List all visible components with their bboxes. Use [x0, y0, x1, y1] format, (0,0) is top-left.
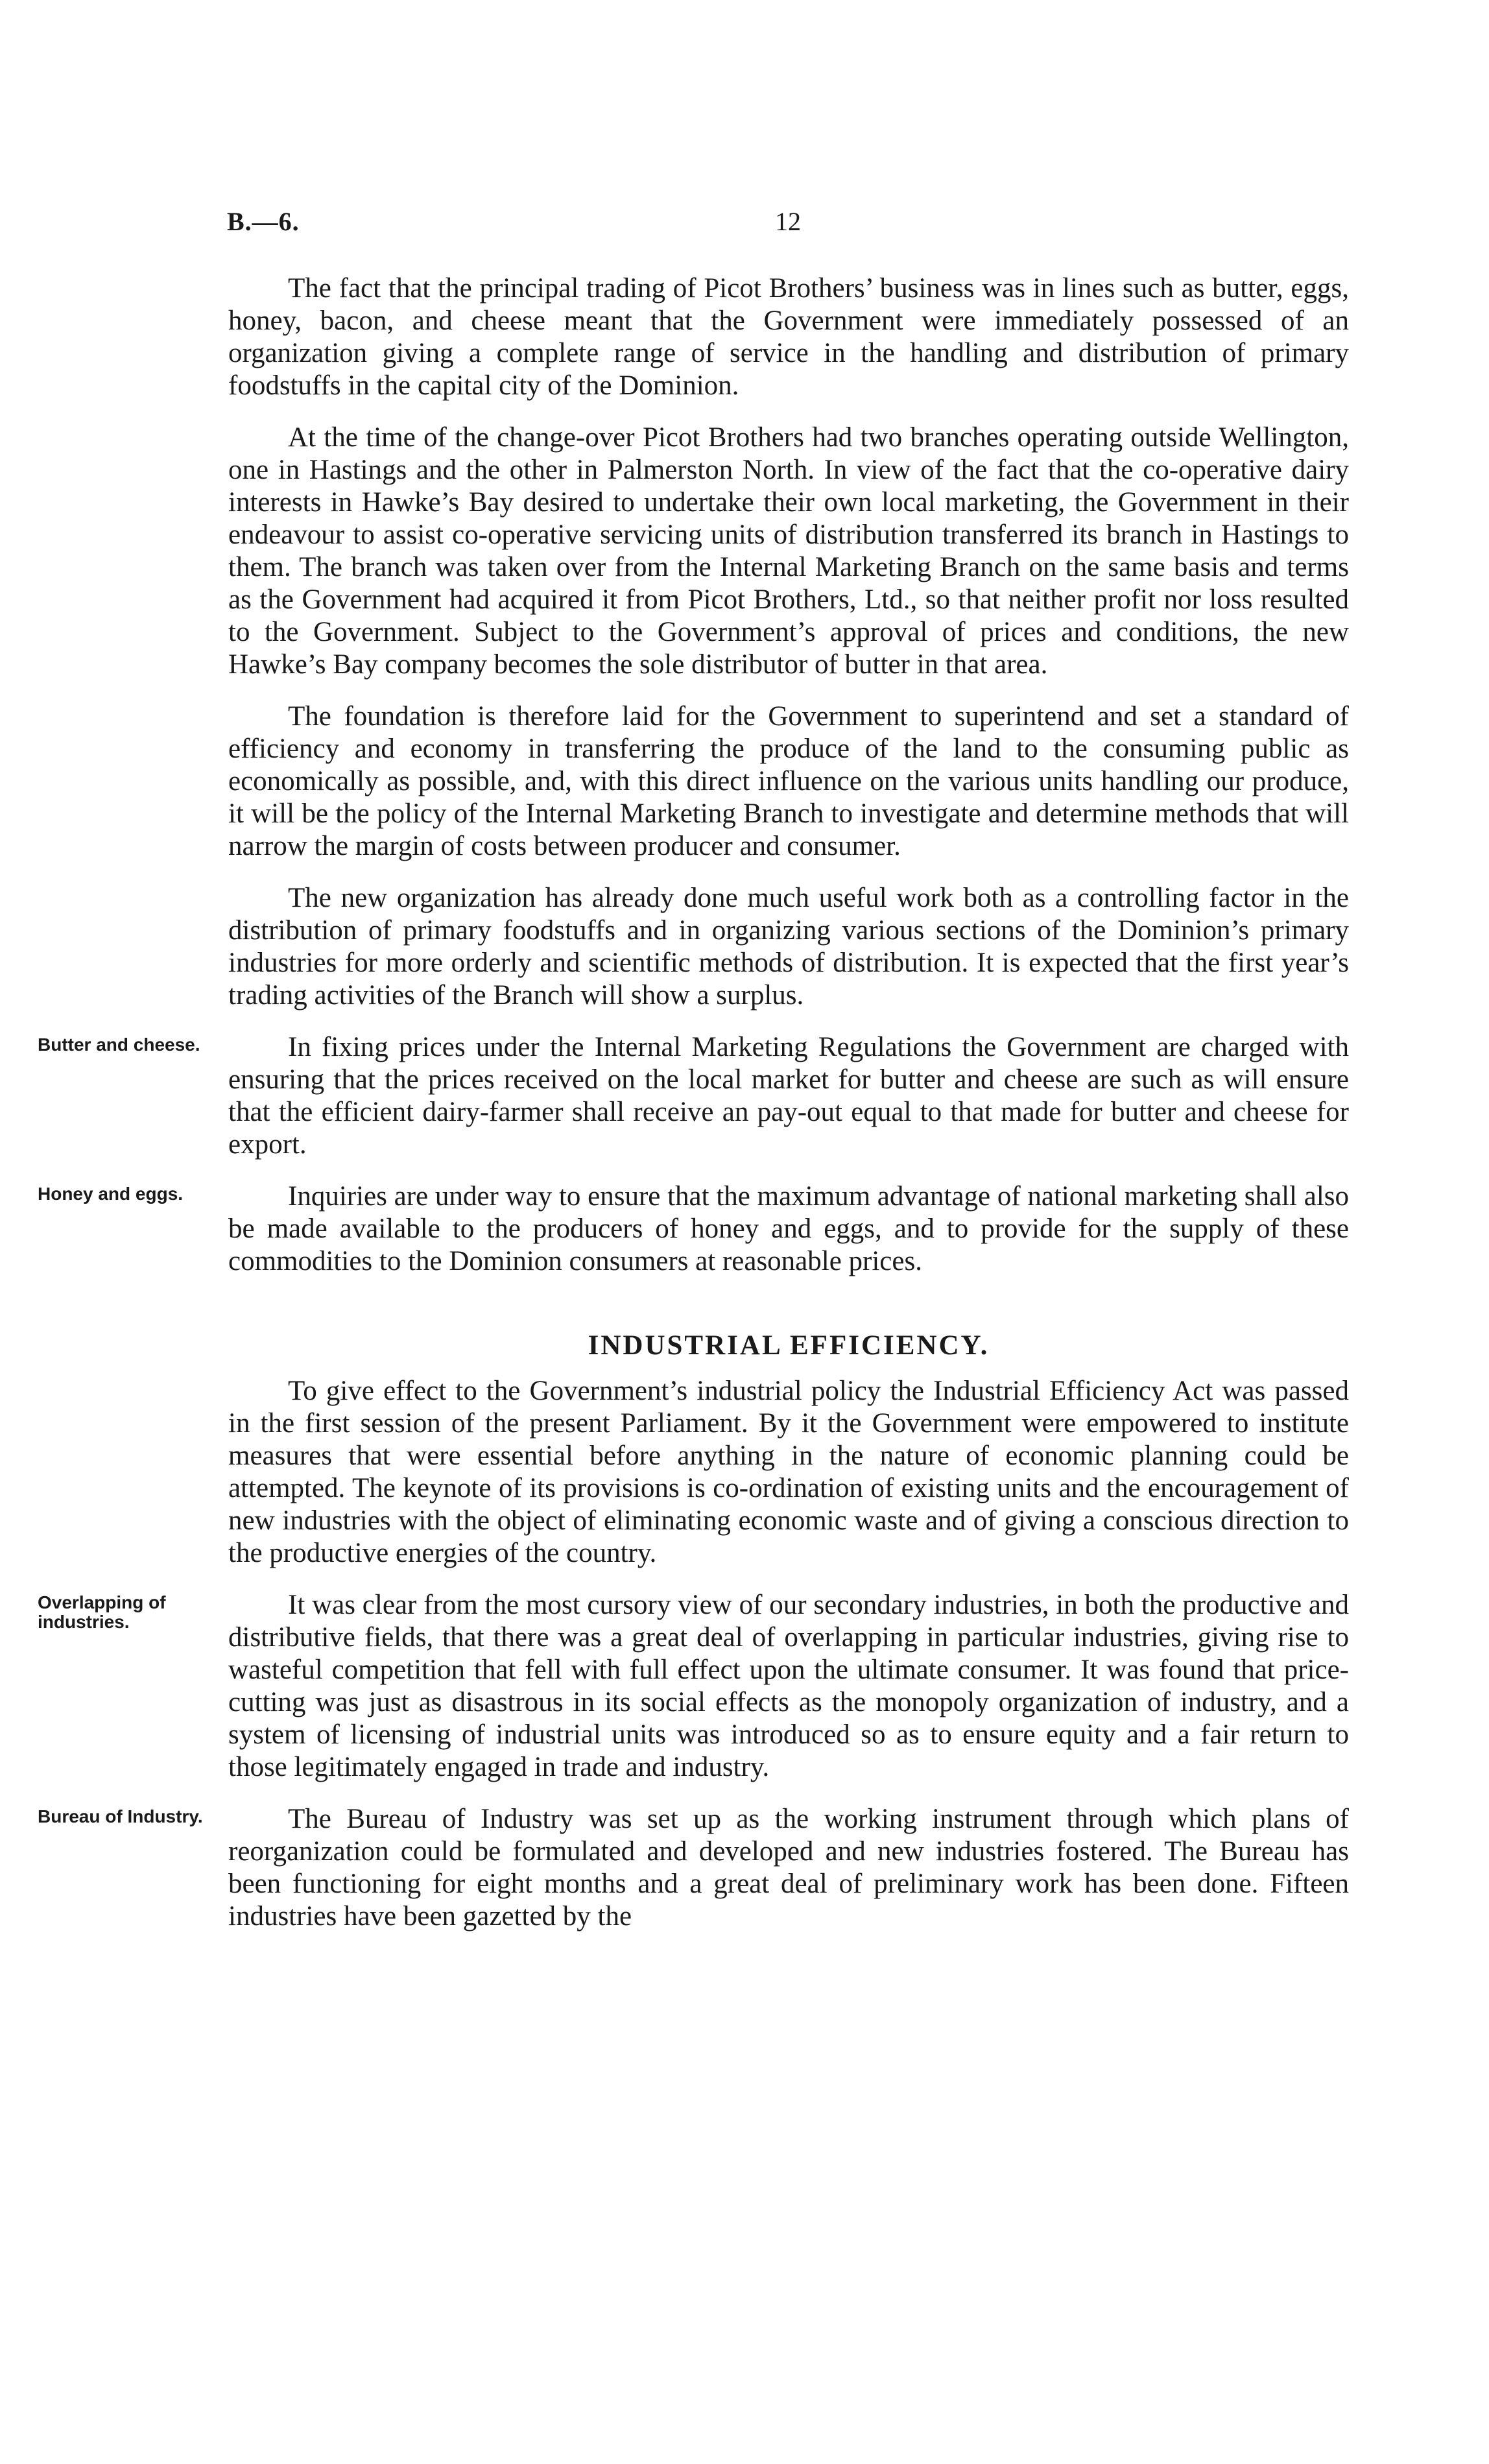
- page-header: [0, 206, 1489, 245]
- paragraph: [228, 272, 1349, 402]
- paragraph: [228, 882, 1349, 1012]
- paragraph-butter-and-cheese: [38, 1031, 1349, 1161]
- paragraph: [228, 1375, 1349, 1570]
- paragraph-bureau-of-industry: [38, 1803, 1349, 1933]
- paragraph-text: In fixing prices under the Internal Marketing Regulations the Government are charged with ensuring that the prices received on the local market for butter and cheese are such as will ensure that the efficient dairy-farmer shall receive an pay-out equal to that made for butter and cheese for export.: [228, 1032, 1349, 1160]
- margin-note: Bureau of Industry.: [38, 1806, 203, 1826]
- section-heading: INDUSTRIAL EFFICIENCY.: [588, 1330, 990, 1361]
- paragraph-overlapping-of-industries: [38, 1589, 1349, 1784]
- paragraph-text: The fact that the principal trading of Picot Brothers’ business was in lines such as butter, eggs, honey, bacon, and cheese meant that the Government were immediately possessed of an organization giving a complete range of service in the handling and distribution of primary foodstuffs in the capital city of the Dominion.: [228, 273, 1349, 401]
- paragraph-text: To give effect to the Government’s industrial policy the Industrial Efficiency Act was passed in the first session of the present Parliament. By it the Government were empowered to institute measures that were essential before anything in the nature of economic planning could be attempted. The keynote of its provisions is co-ordination of existing units and the encouragement of new industries with the object of eliminating economic waste and of giving a conscious direction to the productive energies of the country.: [228, 1376, 1349, 1568]
- paragraph-text: The new organization has already done much useful work both as a controlling factor in the distribution of primary foodstuffs and in organizing various sections of the Dominion’s primary industries for more orderly and scientific methods of distribution. It is expected that the first year’s trading activities of the Branch will show a surplus.: [228, 883, 1349, 1011]
- paragraph: [228, 422, 1349, 681]
- paragraph-honey-and-eggs: [38, 1180, 1349, 1278]
- paragraph-text: The Bureau of Industry was set up as the working instrument through which plans of reorganization could be formulated and developed and new industries fostered. The Bureau has been functioning for eight months and a great deal of preliminary work has been done. Fifteen industries have been gazetted by the: [228, 1804, 1349, 1932]
- body-text: [38, 272, 1349, 1952]
- paragraph-text: Inquiries are under way to ensure that the maximum advantage of national marketing shall also be made available to the producers of honey and eggs, and to provide for the supply of these commodities to the Dominion consumers at reasonable prices.: [228, 1181, 1349, 1276]
- paragraph-text: It was clear from the most cursory view of our secondary industries, in both the productive and distributive fields, that there was a great deal of overlapping in particular industries, giving rise to wasteful competition that fell with full effect upon the ultimate consumer. It was found that price-cutting was just as disastrous in its social effects as the monopoly organization of industry, and a system of licensing of industrial units was introduced so as to ensure equity and a fair return to those legitimately engaged in trade and industry.: [228, 1590, 1349, 1782]
- paragraph-text: At the time of the change-over Picot Brothers had two branches operating outside Wellington, one in Hastings and the other in Palmerston North. In view of the fact that the co-operative dairy interests in Hawke’s Bay desired to undertake their own local marketing, the Government in their endeavour to assist co-operative servicing units of distribution transferred its branch in Hastings to them. The branch was taken over from the Internal Marketing Branch on the same basis and terms as the Government had acquired it from Picot Brothers, Ltd., so that neither profit nor loss resulted to the Government. Subject to the Government’s approval of prices and conditions, the new Hawke’s Bay company becomes the sole distributor of butter in that area.: [228, 422, 1349, 680]
- margin-note: Honey and eggs.: [38, 1184, 184, 1204]
- margin-note: Overlapping of industries.: [38, 1592, 166, 1632]
- page-number: 12: [775, 207, 801, 236]
- document-reference: B.—6.: [227, 207, 300, 236]
- margin-note: Butter and cheese.: [38, 1035, 200, 1055]
- paragraph-text: The foundation is therefore laid for the Government to superintend and set a standard of efficiency and economy in transferring the produce of the land to the consuming public as economically as possible, and, with this direct influence on the various units handling our produce, it will be the policy of the Internal Marketing Branch to investigate and determine methods that will narrow the margin of costs between producer and consumer.: [228, 701, 1349, 861]
- paragraph: [228, 700, 1349, 863]
